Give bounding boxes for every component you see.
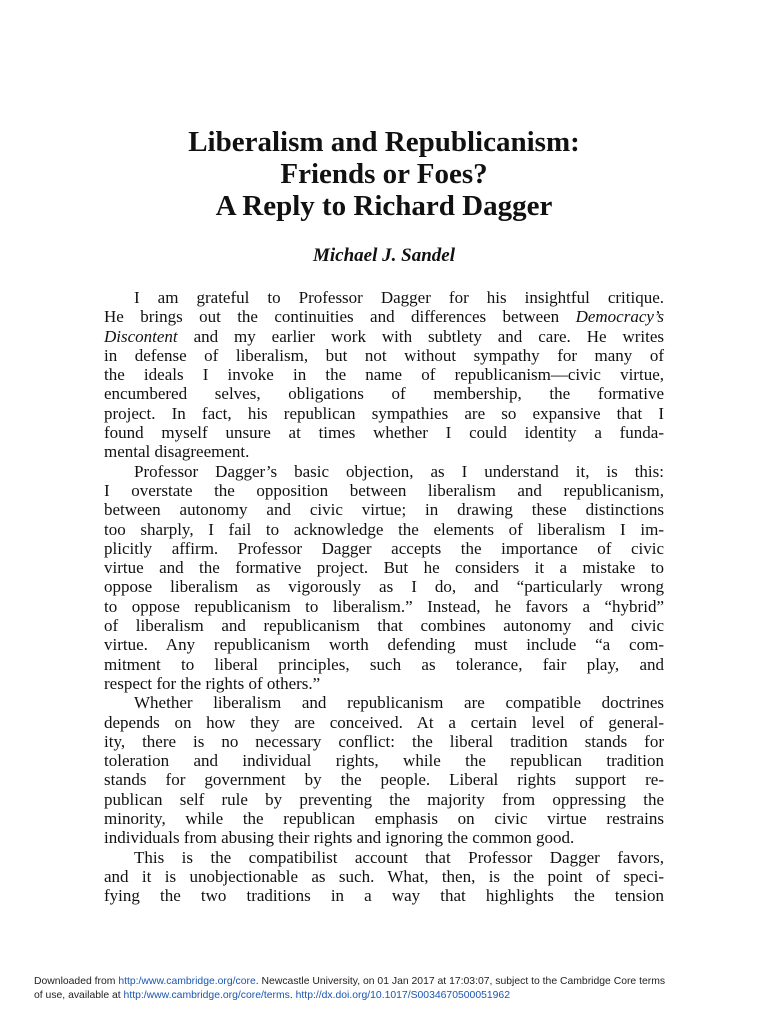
text-line: respect for the rights of others.” <box>104 673 321 693</box>
text-line: ity, there is no necessary conflict: the liberal tradition stands for <box>104 731 664 751</box>
text-line: stands for government by the people. Liberal rights support re- <box>104 770 664 790</box>
text-line: project. In fact, his republican sympathies are so expansive that I <box>104 403 664 423</box>
text-line: Whether liberalism and republicanism are compatible doctrines <box>134 693 664 713</box>
terms-link[interactable]: http:/www.cambridge.org/core/terms <box>123 990 290 1001</box>
book-title: Discontent <box>104 326 178 346</box>
core-link[interactable]: http:/www.cambridge.org/core <box>118 976 256 987</box>
text-line: I overstate the opposition between liberalism and republicanism, <box>104 480 664 500</box>
text-line: fying the two traditions in a way that highlights the tension <box>104 886 664 906</box>
footer-line: Downloaded from http:/www.cambridge.org/core. Newcastle University, on 01 Jan 2017 at 17:03:07, subject to the Cambridge Core terms <box>34 976 666 987</box>
footer-line: of use, available at http:/www.cambridge.org/core/terms. http://dx.doi.org/10.1017/S0034670500051962 <box>34 990 510 1001</box>
author-name: Michael J. Sandel <box>313 245 455 266</box>
text-line: too sharply, I fail to acknowledge the elements of liberalism I im- <box>104 519 664 539</box>
text-line: I am grateful to Professor Dagger for his insightful critique. <box>134 288 664 307</box>
text-line: This is the compatibilist account that Professor Dagger favors, <box>134 847 664 867</box>
text-line: mental disagreement. <box>104 442 250 462</box>
text-line: virtue. Any republicanism worth defending must include “a com- <box>104 635 664 655</box>
text-line: found myself unsure at times whether I could identity a funda- <box>104 423 664 443</box>
title-line: Liberalism and Republicanism: <box>188 126 580 158</box>
text-line: mitment to liberal principles, such as tolerance, fair play, and <box>104 654 664 674</box>
text-line: in defense of liberalism, but not without sympathy for many of <box>104 345 664 365</box>
title-line: A Reply to Richard Dagger <box>215 190 553 222</box>
book-title: Democracy’s <box>575 307 664 327</box>
doi-link[interactable]: http://dx.doi.org/10.1017/S0034670500051962 <box>295 990 510 1001</box>
text-line: He brings out the continuities and differences between Democracy’s <box>104 307 664 327</box>
download-footer <box>34 975 764 1003</box>
text-line: the ideals I invoke in the name of republicanism—civic virtue, <box>104 365 664 385</box>
text-line: to oppose republicanism to liberalism.” Instead, he favors a “hybrid” <box>104 596 664 616</box>
text-line: individuals from abusing their rights and ignoring the common good. <box>104 828 575 848</box>
text-line: oppose liberalism as vigorously as I do, and “particularly wrong <box>104 577 664 597</box>
text-line: toleration and individual rights, while the republican tradition <box>104 751 664 771</box>
article-body <box>104 288 664 906</box>
text-line: publican self rule by preventing the majority from oppressing the <box>104 789 664 809</box>
text-line: minority, while the republican emphasis on civic virtue restrains <box>104 809 664 829</box>
text-line: Professor Dagger’s basic objection, as I understand it, is this: <box>134 461 664 481</box>
text-line: encumbered selves, obligations of membership, the formative <box>104 384 664 404</box>
text-line: depends on how they are conceived. At a certain level of general- <box>104 712 664 732</box>
title-line: Friends or Foes? <box>280 158 488 190</box>
text-line: between autonomy and civic virtue; in drawing these distinctions <box>104 500 664 520</box>
text-line: Discontent and my earlier work with subtlety and care. He writes <box>104 326 664 346</box>
text-line: virtue and the formative project. But he considers it a mistake to <box>104 558 664 578</box>
text-line: and it is unobjectionable as such. What, then, is the point of speci- <box>104 866 664 886</box>
article-title <box>0 126 768 222</box>
text-line: of liberalism and republicanism that combines autonomy and civic <box>104 616 664 636</box>
text-line: plicitly affirm. Professor Dagger accepts the importance of civic <box>104 538 664 558</box>
